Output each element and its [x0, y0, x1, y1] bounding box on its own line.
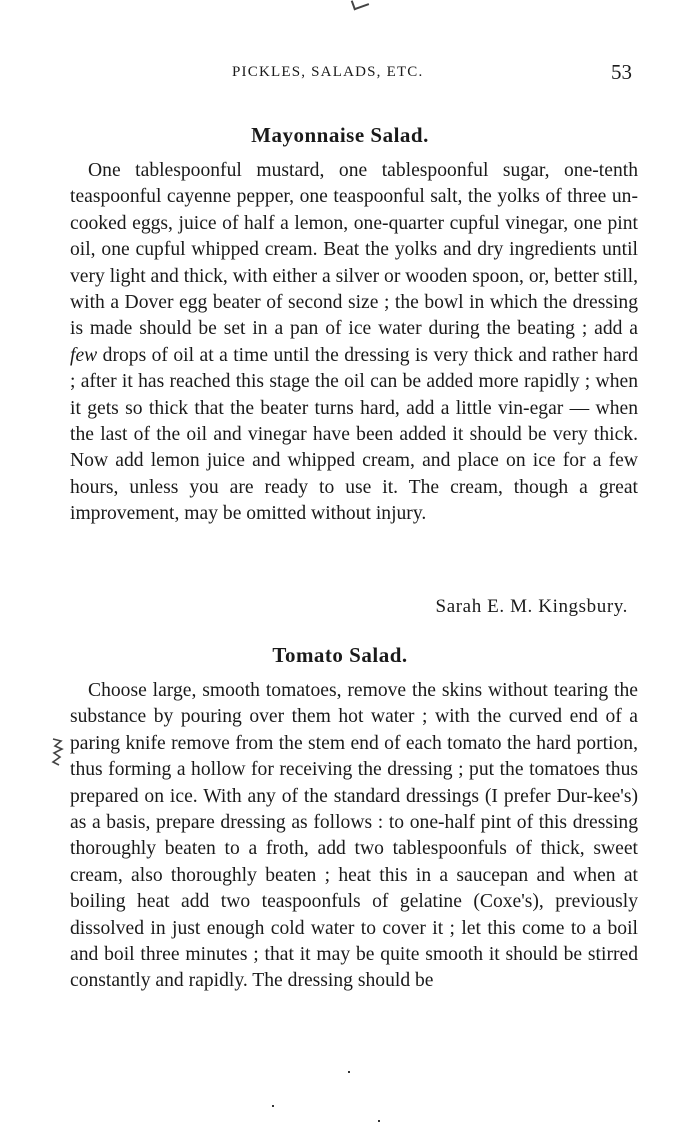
recipe-text-part: drops of oil at a time until the dressing is very thick and rather hard ; after it has reached this stage the oil can be added more rapidly ; when it gets so thick that the beater turns hard, add a little vin-egar — when the last of the oil and vinegar have been added it should be very thick. Now add lemon juice and whipped cream, and place on ice for a few hours, unless you are ready to use it. The cream, though a great improvement, may be omitted without injury.: [70, 344, 638, 525]
recipe-title-mayonnaise-salad: Mayonnaise Salad.: [251, 123, 429, 147]
recipe-body-mayonnaise-salad: [70, 158, 638, 528]
paper-speck: [348, 1071, 350, 1073]
recipe-text-part: One tablespoonful mustard, one tablespoonful sugar, one-tenth teaspoonful cayenne pepper, one teaspoonful salt, the yolks of three un-cooked eggs, juice of half a lemon, one-quarter cupful vinegar, one pint oil, one cupful whipped cream. Beat the yolks and dry ingredients until very light and thick, with either a silver or wooden spoon, or, better still, with a Dover egg beater of second size ; the bowl in which the dressing is made should be set in a pan of ice water during the beating ; add a: [70, 160, 638, 340]
page-number: 53: [611, 60, 632, 84]
paper-speck: [378, 1120, 380, 1122]
recipe-author: Sarah E. M. Kingsbury.: [435, 596, 628, 617]
recipe-title-tomato-salad: Tomato Salad.: [272, 643, 408, 667]
emphasized-word: few: [70, 344, 98, 366]
paper-speck: [272, 1105, 274, 1107]
ink-mark: [351, 0, 369, 10]
recipe-body-tomato-salad: Choose large, smooth tomatoes, remove the skins without tearing the substance by pouring over them hot water ; with the curved end of a paring knife remove from the stem end of each tomato the hard portion, thus forming a hollow for receiving the dressing ; put the tomatoes thus prepared on ice. With any of the standard dressings (I prefer Dur-kee's) as a basis, prepare dressing as follows : to one-half pint of this dressing thoroughly beaten to a froth, add two tablespoonfuls of thick, sweet cream, also thoroughly beaten ; heat this in a saucepan and when at boiling heat add two teaspoonfuls of gelatine (Coxe's), previously dissolved in just enough cold water to cover it ; let this come to a boil and boil three minutes ; that it may be quite smooth it should be stirred constantly and rapidly. The dressing should be: [70, 680, 638, 992]
margin-ink-mark: [50, 737, 64, 767]
running-head: PICKLES, SALADS, ETC.: [232, 64, 424, 80]
page-header: [0, 60, 700, 86]
